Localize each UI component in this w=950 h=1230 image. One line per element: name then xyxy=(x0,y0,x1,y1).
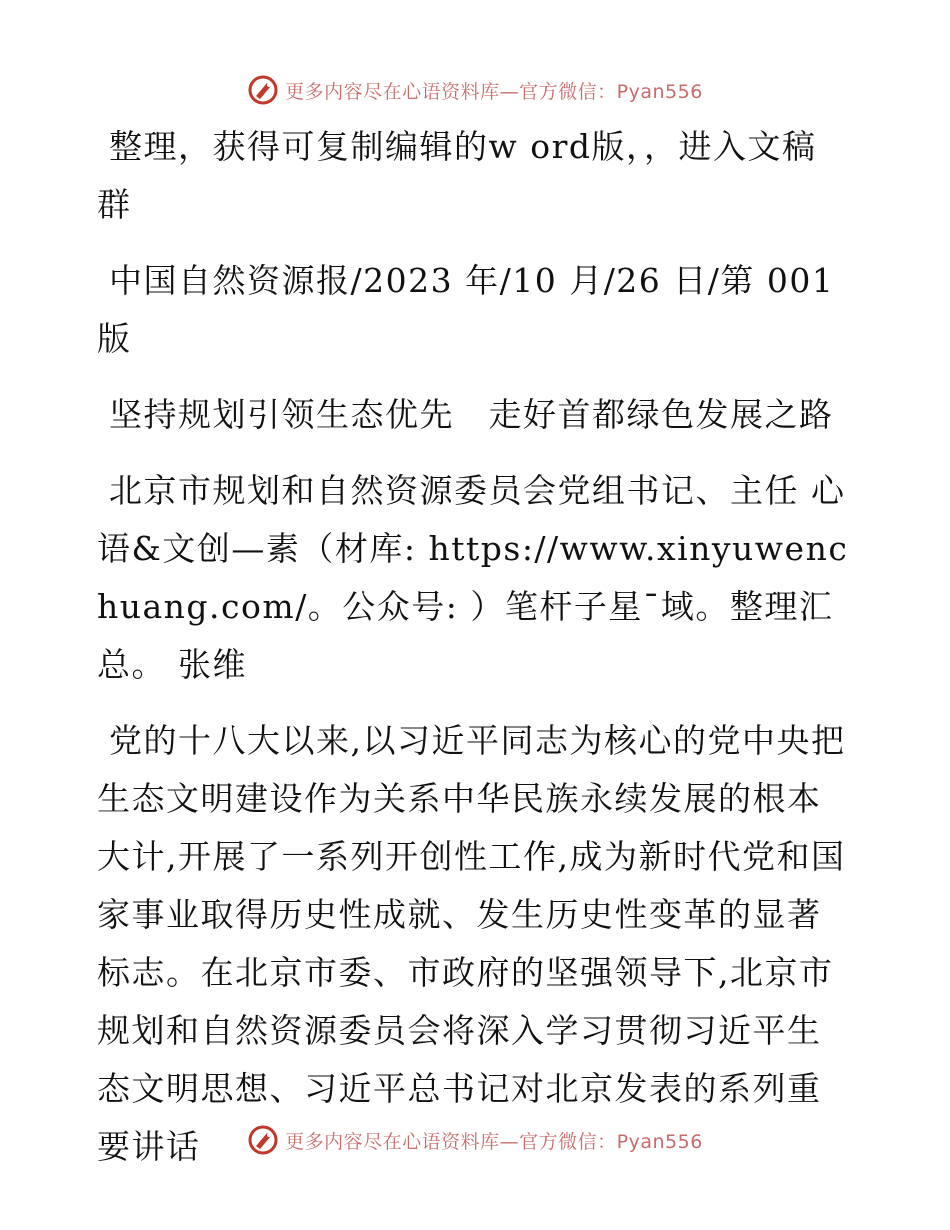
watermark-text: 更多内容尽在心语资料库—官方微信：Pyan556 xyxy=(285,80,703,103)
watermark-text: 更多内容尽在心语资料库—官方微信：Pyan556 xyxy=(285,1130,703,1153)
pen-seal-icon xyxy=(247,74,279,106)
paragraph-author: 北京市规划和自然资源委员会党组书记、主任 心语&文创—素（材库: https://www.xinyuwenchuang.com/。公众号: ）笔杆子星¯域。整理汇总。 张维 xyxy=(97,471,849,684)
header-watermark xyxy=(0,70,950,110)
pen-seal-icon xyxy=(247,1124,279,1156)
paragraph-intro: 整理，获得可复制编辑的w ord版，，进入文稿群 xyxy=(97,127,817,224)
footer-watermark xyxy=(0,1120,950,1160)
article-title: 坚持规划引领生态优先 走好首都绿色发展之路 xyxy=(109,395,834,434)
paragraph-body: 党的十八大以来,以习近平同志为核心的党中央把生态文明建设作为关系中华民族永续发展的根本大计,开展了一系列开创性工作,成为新时代党和国家事业取得历史性成就、发生历史性变革的显著标志。在北京市委、市政府的坚强领导下,北京市规划和自然资源委员会将深入学习贯彻习近平生态文明思想、习近平总书记对北京发表的系列重要讲话 xyxy=(97,721,846,1166)
paragraph-source: 中国自然资源报/2023 年/10 月/26 日/第 001 版 xyxy=(97,261,835,358)
document-body xyxy=(97,118,849,1194)
